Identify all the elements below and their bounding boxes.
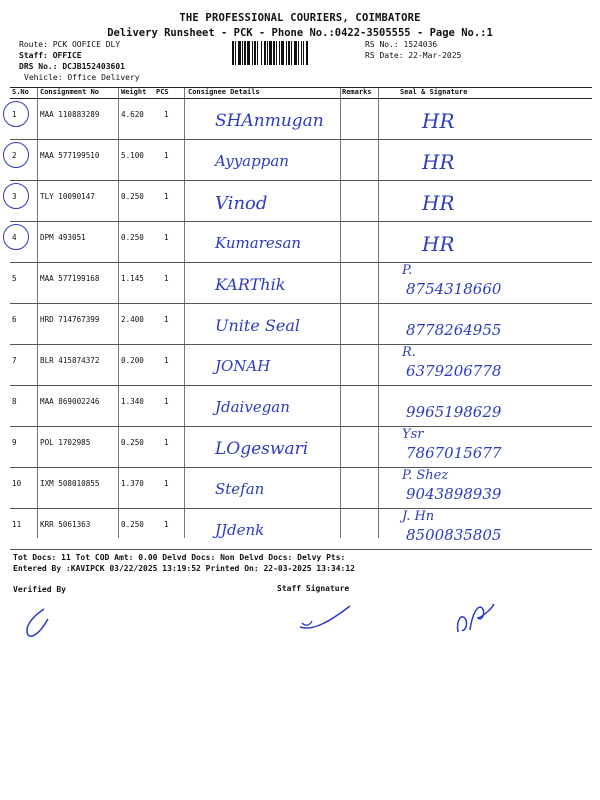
table-header: [10, 87, 592, 99]
row-sno: 2: [12, 151, 17, 160]
row-weight: 0.250: [121, 520, 144, 529]
row-seal-signature: Ysr: [402, 427, 424, 442]
row-pcs: 1: [164, 192, 169, 201]
row-sno: 4: [12, 233, 17, 242]
row-consignment-no: POL 1702985: [40, 438, 91, 447]
table-row: [10, 427, 592, 468]
runsheet-title: Delivery Runsheet - PCK - Phone No.:0422-3505555 - Page No.:1: [107, 27, 493, 39]
row-pcs: 1: [164, 274, 169, 283]
drs-number: DRS No.: DCJB152403601: [19, 62, 125, 71]
row-consignment-no: HRD 714767399: [40, 315, 100, 324]
table-row: [10, 468, 592, 509]
delivery-signature: [452, 600, 498, 638]
staff-label: Staff: OFFICE: [19, 51, 82, 60]
verified-by-label: Verified By: [13, 585, 66, 594]
col-pcs: PCS: [156, 88, 169, 96]
row-phone-number: 9965198629: [406, 403, 502, 421]
totals-line: Tot Docs: 11 Tot COD Amt: 0.00 Delvd Docs: Non Delvd Docs: Delvy Pts:: [13, 553, 346, 562]
row-phone-number: 8500835805: [406, 526, 502, 544]
row-phone-number: 7867015677: [406, 444, 502, 462]
company-title: THE PROFESSIONAL COURIERS, COIMBATORE: [179, 12, 421, 24]
table-row: [10, 181, 592, 222]
row-consignment-no: DPM 493051: [40, 233, 86, 242]
row-consignee-handwritten: Stefan: [215, 480, 265, 498]
table-row: [10, 345, 592, 386]
row-seal-signature: HR: [422, 232, 455, 256]
rs-number: RS No.: 1524036: [365, 40, 438, 49]
row-sno: 5: [12, 274, 17, 283]
row-weight: 0.200: [121, 356, 144, 365]
handwritten-circle: [3, 224, 29, 250]
row-sno: 1: [12, 110, 17, 119]
row-consignment-no: IXM 508010855: [40, 479, 100, 488]
col-consignee: Consignee Details: [188, 88, 260, 96]
row-weight: 1.145: [121, 274, 144, 283]
row-consignee-handwritten: Kumaresan: [215, 234, 302, 252]
row-pcs: 1: [164, 520, 169, 529]
row-sno: 6: [12, 315, 17, 324]
col-weight: Weight: [121, 88, 147, 96]
staff-signature-label: Staff Signature: [277, 584, 350, 593]
row-consignee-handwritten: Jdaivegan: [215, 398, 290, 416]
table-row: [10, 99, 592, 140]
barcode-bar: [308, 41, 309, 65]
entered-printed-line: Entered By :KAVIPCK 03/22/2025 13:19:52 Printed On: 22-03-2025 13:34:12: [13, 564, 355, 573]
row-weight: 1.340: [121, 397, 144, 406]
staff-signature: [298, 603, 354, 633]
row-seal-signature: P. Shez: [402, 468, 449, 483]
barcode-image: [232, 41, 352, 65]
table-row: [10, 140, 592, 181]
handwritten-circle: [3, 183, 29, 209]
row-consignment-no: BLR 415874372: [40, 356, 100, 365]
row-seal-signature: HR: [422, 150, 455, 174]
row-consignment-no: TLY 10090147: [40, 192, 95, 201]
row-pcs: 1: [164, 397, 169, 406]
row-seal-signature: HR: [422, 191, 455, 215]
row-pcs: 1: [164, 315, 169, 324]
row-sno: 9: [12, 438, 17, 447]
row-pcs: 1: [164, 233, 169, 242]
row-consignment-no: MAA 110883289: [40, 110, 100, 119]
row-phone-number: 8754318660: [406, 280, 502, 298]
row-weight: 2.400: [121, 315, 144, 324]
row-seal-signature: J. Hn: [402, 509, 435, 524]
rs-date: RS Date: 22-Mar-2025: [365, 51, 462, 60]
row-consignment-no: KRR 5061363: [40, 520, 91, 529]
row-consignment-no: MAA 577199168: [40, 274, 100, 283]
row-sno: 7: [12, 356, 17, 365]
row-weight: 1.370: [121, 479, 144, 488]
row-phone-number: 9043898939: [406, 485, 502, 503]
col-consignment: Consignment No: [40, 88, 100, 96]
row-sno: 10: [12, 479, 22, 488]
route-label: Route: PCK OOFICE DLY: [19, 40, 121, 49]
row-consignee-handwritten: JJdenk: [215, 521, 265, 539]
handwritten-circle: [3, 101, 29, 127]
table-row: [10, 222, 592, 263]
row-sno: 3: [12, 192, 17, 201]
vehicle-label: Vehicle: Office Delivery: [24, 73, 140, 82]
row-consignee-handwritten: Vinod: [215, 193, 268, 214]
row-seal-signature: R.: [402, 345, 416, 360]
row-consignment-no: MAA 577199510: [40, 151, 100, 160]
row-weight: 0.250: [121, 233, 144, 242]
row-phone-number: 6379206778: [406, 362, 502, 380]
row-sno: 8: [12, 397, 17, 406]
row-weight: 4.620: [121, 110, 144, 119]
row-pcs: 1: [164, 151, 169, 160]
handwritten-circle: [3, 142, 29, 168]
row-weight: 0.250: [121, 438, 144, 447]
table-row: [10, 386, 592, 427]
table-row: [10, 263, 592, 304]
row-consignee-handwritten: SHAnmugan: [215, 111, 324, 131]
row-phone-number: 8778264955: [406, 321, 502, 339]
row-consignee-handwritten: Ayyappan: [215, 152, 289, 170]
table-body: [10, 99, 592, 550]
row-sno: 11: [12, 520, 22, 529]
verified-signature: [22, 605, 62, 641]
col-remarks: Remarks: [342, 88, 372, 96]
row-weight: 0.250: [121, 192, 144, 201]
col-sno: S.No: [12, 88, 29, 96]
row-pcs: 1: [164, 356, 169, 365]
row-consignee-handwritten: KARThik: [215, 275, 286, 294]
row-pcs: 1: [164, 479, 169, 488]
row-consignee-handwritten: LOgeswari: [215, 439, 309, 459]
row-weight: 5.100: [121, 151, 144, 160]
row-consignee-handwritten: Unite Seal: [215, 316, 300, 335]
row-consignment-no: MAA 869002246: [40, 397, 100, 406]
table-row: [10, 304, 592, 345]
consignment-table: [10, 87, 592, 550]
row-pcs: 1: [164, 110, 169, 119]
row-seal-signature: P.: [402, 263, 413, 278]
row-seal-signature: HR: [422, 109, 455, 133]
row-pcs: 1: [164, 438, 169, 447]
row-consignee-handwritten: JONAH: [215, 357, 271, 375]
col-seal: Seal & Signature: [400, 88, 468, 96]
table-row: [10, 509, 592, 550]
